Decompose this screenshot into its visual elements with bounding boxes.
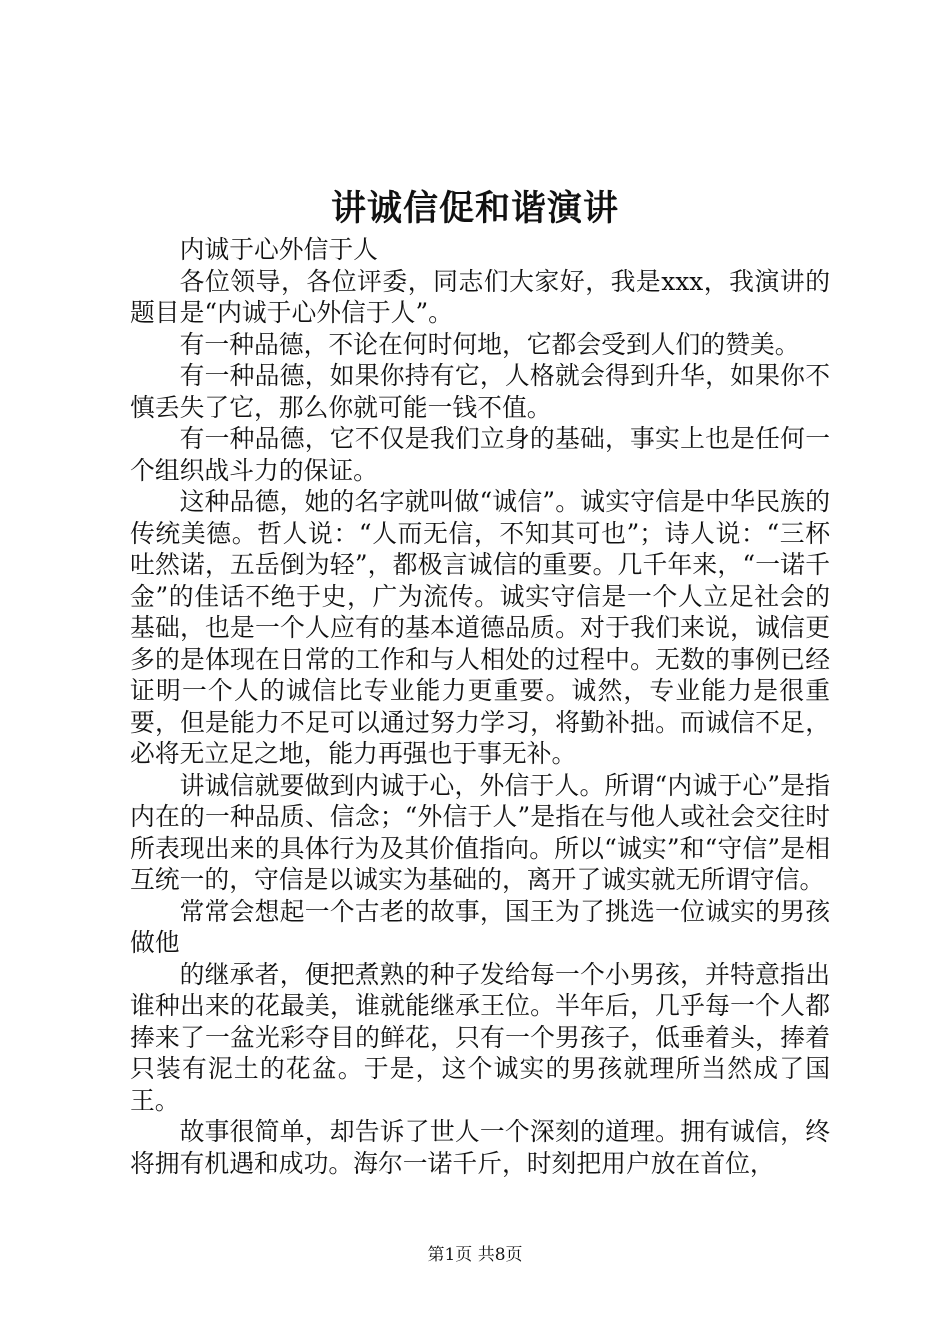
paragraph: 的继承者，便把煮熟的种子发给每一个小男孩，并特意指出谁种出来的花最美，谁就能继承王位。半年后，几乎每一个人都捧来了一盆光彩夺目的鲜花，只有一个男孩子，低垂着头，捧着只装有泥土的花盆。于是，这个诚实的男孩就理所当然成了国王。	[130, 959, 830, 1115]
paragraph: 有一种品德，它不仅是我们立身的基础，事实上也是任何一个组织战斗力的保证。	[130, 424, 830, 485]
document-body	[130, 234, 830, 1179]
paragraph: 常常会想起一个古老的故事，国王为了挑选一位诚实的男孩做他	[130, 896, 830, 957]
paragraph: 有一种品德，不论在何时何地，它都会受到人们的赞美。	[179, 329, 800, 359]
paragraph-subtitle: 内诚于心外信于人	[179, 235, 378, 264]
paragraph: 有一种品德，如果你持有它，人格就会得到升华，如果你不慎丢失了它，那么你就可能一钱不值。	[130, 361, 830, 422]
paragraph: 故事很简单，却告诉了世人一个深刻的道理。拥有诚信，终将拥有机遇和成功。海尔一诺千斤，时刻把用户放在首位，	[130, 1117, 830, 1178]
page-footer: 第1页 共8页	[427, 1245, 523, 1265]
paragraph: 这种品德，她的名字就叫做“诚信”。诚实守信是中华民族的传统美德。哲人说：“人而无信，不知其可也”；诗人说：“三杯吐然诺，五岳倒为轻”，都极言诚信的重要。几千年来，“一诺千金”的佳话不绝于史，广为流传。诚实守信是一个人立足社会的基础，也是一个人应有的基本道德品质。对于我们来说，诚信更多的是体现在日常的工作和与人相处的过程中。无数的事例已经证明一个人的诚信比专业能力更重要。诚然，专业能力是很重要，但是能力不足可以通过努力学习，将勤补拙。而诚信不足，必将无立足之地，能力再强也于事无补。	[130, 487, 830, 768]
paragraph: 讲诚信就要做到内诚于心，外信于人。所谓“内诚于心”是指内在的一种品质、信念；“外信于人”是指在与他人或社会交往时所表现出来的具体行为及其价值指向。所以“诚实”和“守信”是相互统一的，守信是以诚实为基础的，离开了诚实就无所谓守信。	[130, 770, 830, 894]
document-title: 讲诚信促和谐演讲	[330, 188, 619, 229]
paragraph: 各位领导，各位评委，同志们大家好，我是xxx，我演讲的题目是“内诚于心外信于人”。	[130, 266, 830, 327]
